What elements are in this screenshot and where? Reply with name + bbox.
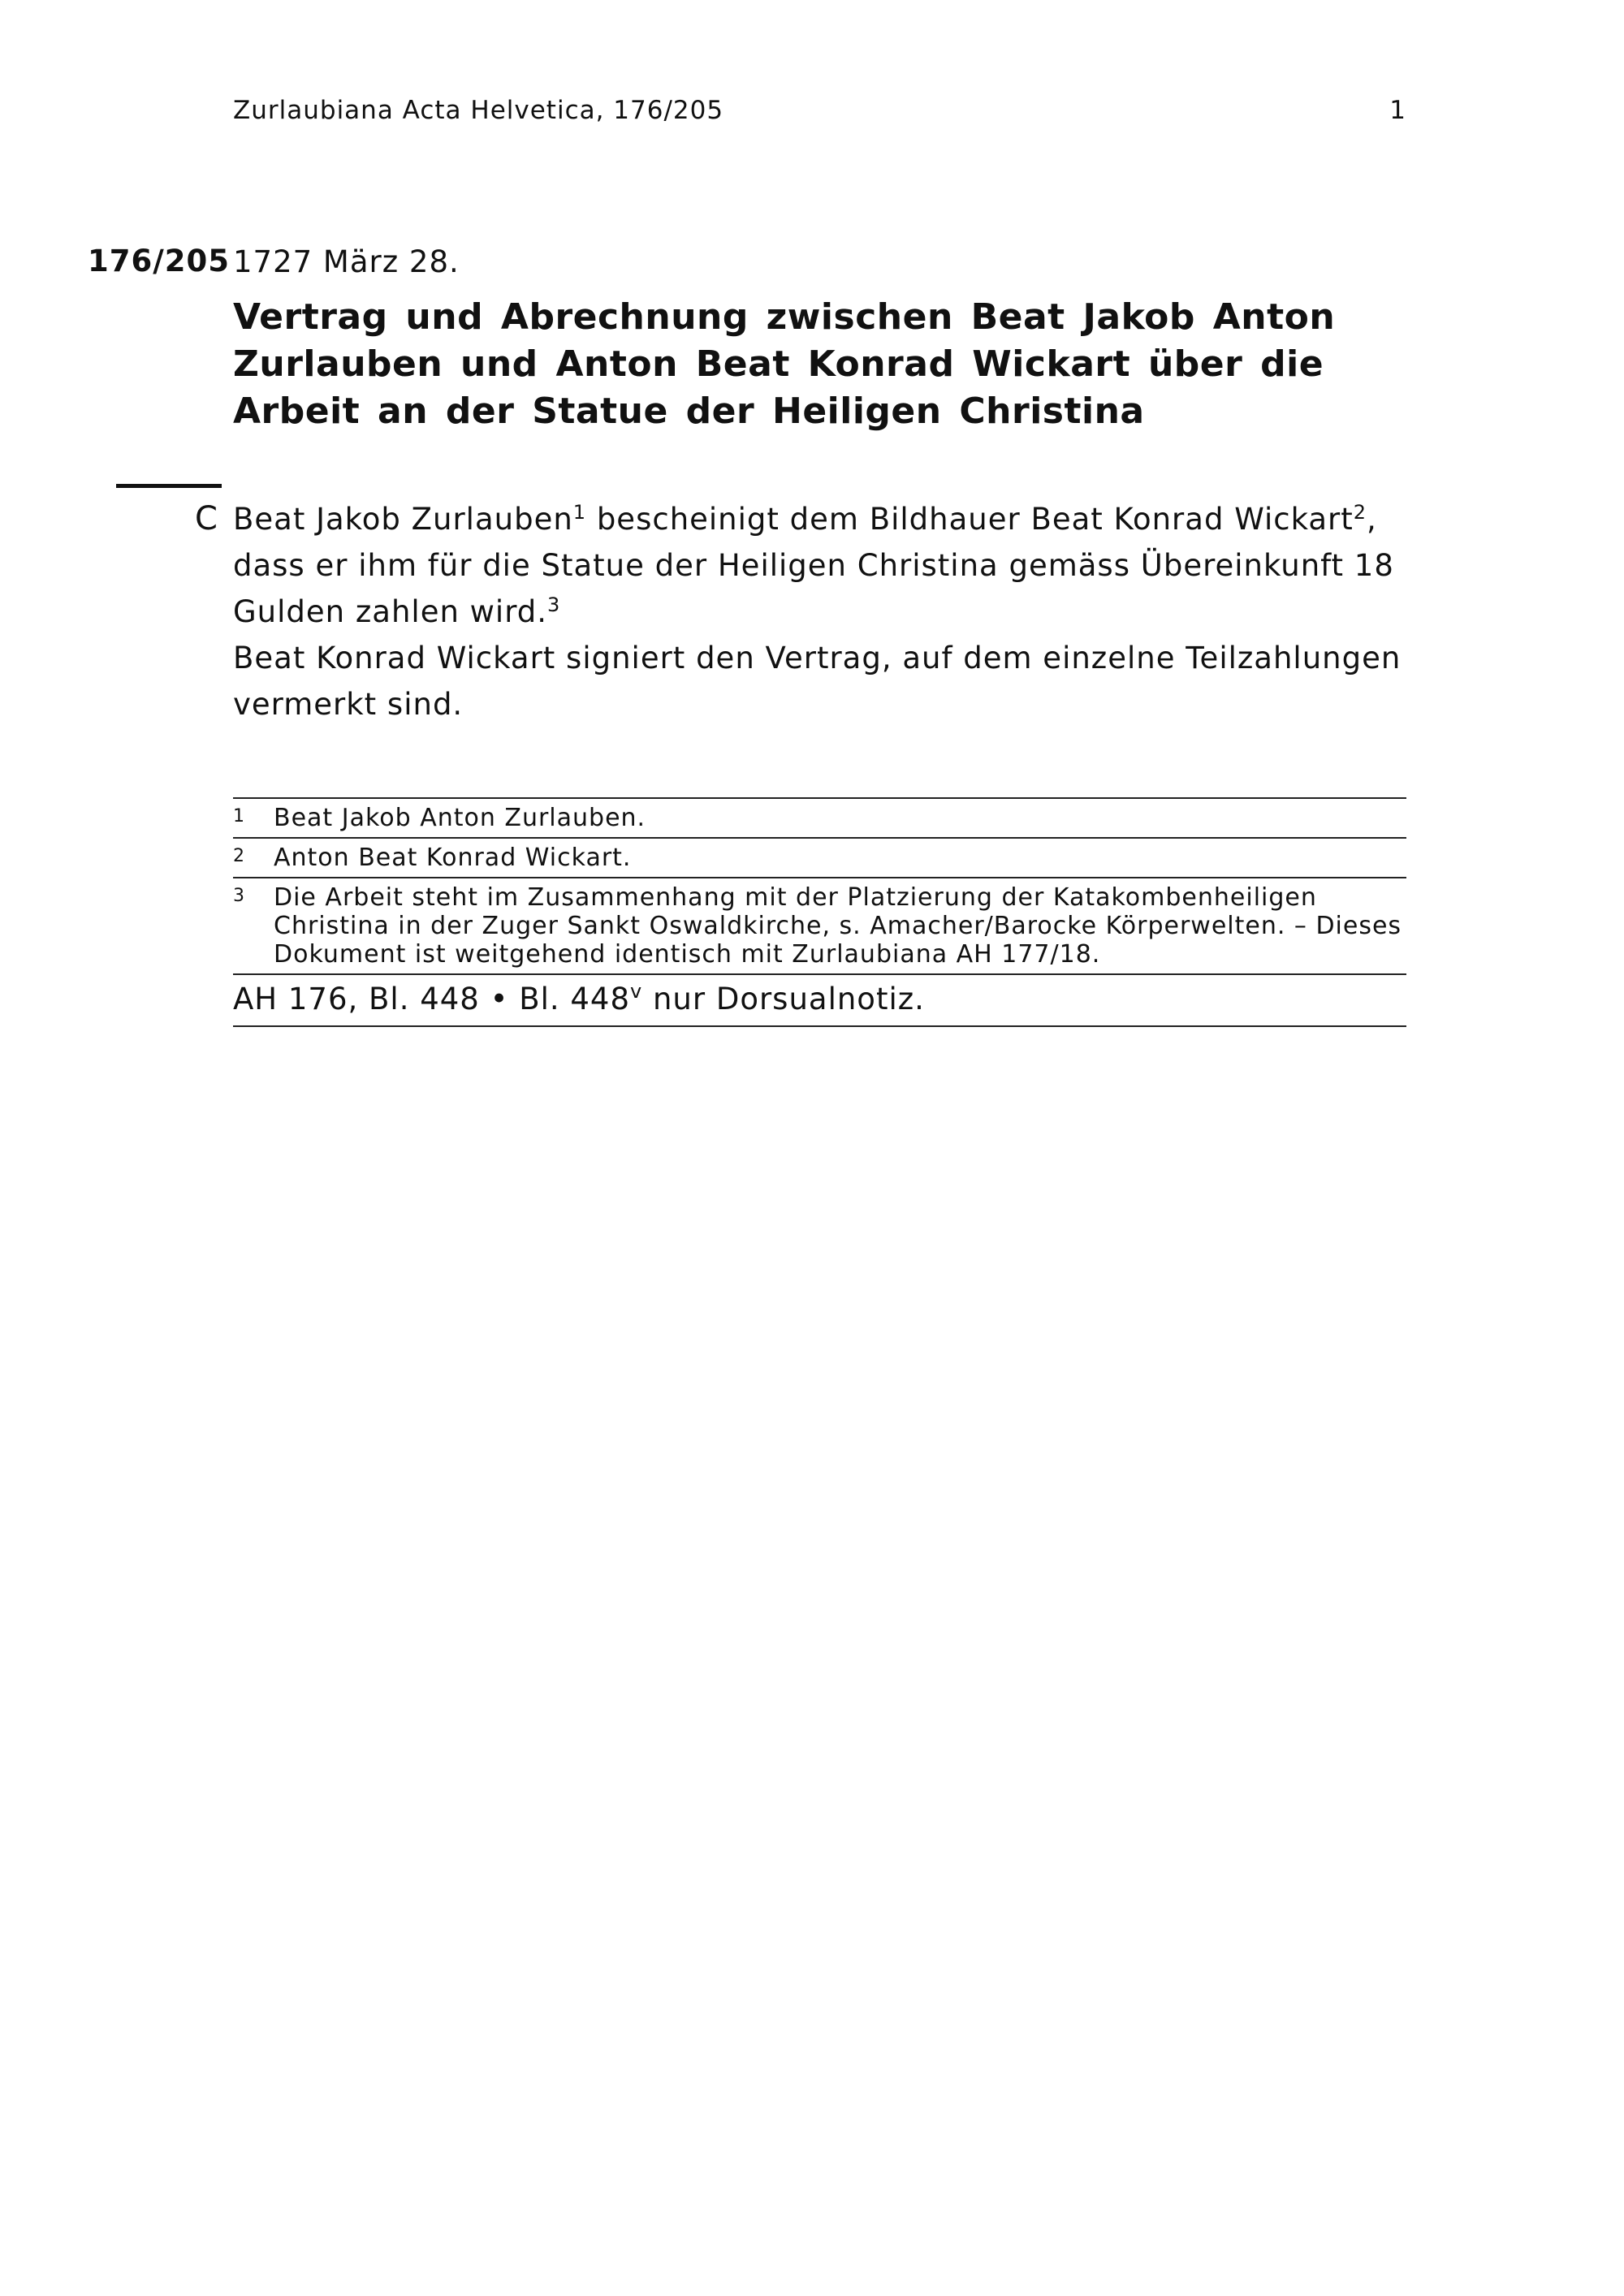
regest-paragraph: Beat Konrad Wickart signiert den Vertrag, auf dem einzelne Teilzahlungen vermerkt sind. — [233, 641, 1402, 722]
running-head-title: Zurlaubiana Acta Helvetica, 176/205 — [233, 96, 724, 125]
footnote — [233, 877, 1406, 973]
regest-paragraph — [233, 496, 1410, 635]
regest-text: Beat Jakob Zurlauben — [233, 502, 573, 537]
footnote-ref[interactable]: 2 — [1353, 501, 1367, 524]
source-text: AH 176, Bl. 448 • Bl. 448 — [233, 982, 630, 1016]
footnote-text: Anton Beat Konrad Wickart. — [274, 844, 632, 872]
footnote-number: 1 — [233, 806, 245, 826]
footnote — [233, 797, 1406, 837]
footnote-ref[interactable]: 3 — [547, 593, 561, 616]
regest-text: bescheinigt dem Bildhauer Beat Konrad Wickart — [586, 502, 1354, 537]
witness-sigil: C — [195, 500, 218, 537]
footnote-apparatus — [233, 797, 1406, 1027]
source-text: nur Dorsualnotiz. — [642, 982, 925, 1016]
footnote-text: Die Arbeit steht im Zusammenhang mit der Platzierung der Katakombenheiligen Christina in der Zuger Sankt Oswaldkirche, s. Amacher/Barocke Körperwelten. – Dieses Dokument ist weitgehend identisch mit Zurlaubiana AH 177/18. — [274, 883, 1402, 969]
regest-text: , dass er ihm für die Statue der Heiligen Christina gemäss Übereinkunft 18 Gulden zahlen wird. — [233, 502, 1394, 629]
footnote-ref[interactable]: 1 — [572, 501, 587, 524]
footnote-number: 2 — [233, 846, 245, 866]
source-superscript: v — [630, 980, 643, 1003]
footnote-number: 3 — [233, 886, 245, 906]
running-head — [233, 96, 1406, 128]
margin-rule — [116, 484, 222, 488]
document-title: Vertrag und Abrechnung zwischen Beat Jakob Anton Zurlauben und Anton Beat Konrad Wickart über die Arbeit an der Statue der Heiligen Christina — [233, 296, 1336, 432]
footnote-text: Beat Jakob Anton Zurlauben. — [274, 804, 646, 832]
page-number: 1 — [1389, 96, 1406, 125]
footnote — [233, 837, 1406, 877]
regest — [233, 496, 1410, 727]
document-number: 176/205 — [88, 244, 230, 278]
source-line — [233, 973, 1406, 1027]
document-date: 1727 März 28. — [233, 244, 460, 279]
